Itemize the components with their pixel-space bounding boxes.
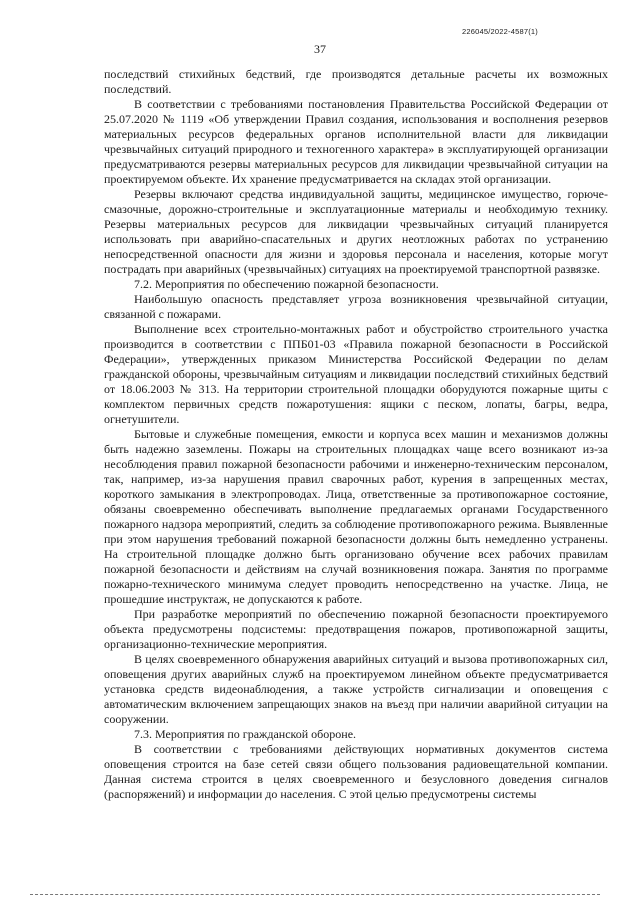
paragraph-reserves-contents: Резервы включают средства индивидуальной защиты, медицинское имущество, горюче-смазочные, дорожно-строительные и эксплуатационные материалы и необходимую технику. Резервы материальных ресурсов для ликвидации чрезвычайных ситуаций планируется использовать при аварийно-спасательных и других неотложных работах по устранению непосредственной опасности для жизни и здоровья персонала и населения, которые могут пострадать при аварийных (чрезвычайных) ситуациях на проектируемой транспортной развязке. xyxy=(104,187,608,276)
paragraph-continuation: последствий стихийных бедствий, где производятся детальные расчеты их возможных последствий. xyxy=(104,67,608,96)
paragraph-fire-subsystems: При разработке мероприятий по обеспечению пожарной безопасности проектируемого объекта предусмотрены подсистемы: предотвращения пожаров, противопожарной защиты, организационно-технические мероприятия. xyxy=(104,607,608,651)
section-heading-civil-defense: 7.3. Мероприятия по гражданской обороне. xyxy=(134,727,357,741)
paragraph-reserves-decree: В соответствии с требованиями постановления Правительства Российской Федерации от 25.07.2020 № 1119 «Об утверждении Правил создания, использования и восполнения резервов материальных ресурсов федеральных органов исполнительной власти для ликвидации чрезвычайных ситуаций природного и техногенного характера» в эксплуатирующей организации предусматриваются резервы материальных ресурсов для ликвидации чрезвычайной ситуации на проектируемом объекте. Их хранение предусматривается на складах этой организации. xyxy=(104,97,608,186)
page-number: 37 xyxy=(314,42,326,56)
paragraph-emergency-detection: В целях своевременного обнаружения аварийных ситуаций и вызова противопожарных сил, оповещения других аварийных служб на проектируемом линейном объекте предусматривается установка средств видеонаблюдения, а также устройств сигнализации и оповещения с автоматическим включением запрещающих знаков на въезд при наличии аварийной ситуации на сооружении. xyxy=(104,652,608,726)
section-heading-fire-safety: 7.2. Мероприятия по обеспечению пожарной безопасности. xyxy=(134,277,439,291)
paragraph-fire-rules: Выполнение всех строительно-монтажных работ и обустройство строительного участка производится в соответствии с ППБ01-03 «Правила пожарной безопасности в Российской Федерации», утвержденных приказом Министерства Российской Федерации по делам гражданской обороны, чрезвычайным ситуациям и ликвидации последствий стихийных бедствий от 18.06.2003 № 313. На территории строительной площадки оборудуются пожарные щиты с комплектом первичных средств пожаротушения: ящики с песком, лопаты, багры, ведра, огнетушители. xyxy=(104,322,608,426)
document-registration-number: 226045/2022-4587(1) xyxy=(462,27,538,36)
paragraph-grounding-training: Бытовые и служебные помещения, емкости и корпуса всех машин и механизмов должны быть надежно заземлены. Пожары на строительных площадках чаще всего возникают из-за несоблюдения правил пожарной безопасности рабочими и инженерно-техническим персоналом, так, например, из-за нарушения правил сварочных работ, курения в запрещенных местах, короткого замыкания в электропроводах. Лица, ответственные за противопожарное состояние, обязаны своевременно обеспечивать выполнение предлагаемых органами Государственного пожарного надзора мероприятий, следить за соблюдение противопожарного режима. Выявленные при этом нарушения требований пожарной безопасности должны быть немедленно устранены. На строительной площадке должно быть организовано обучение всех рабочих правилам пожарной безопасности и действиям на случай возникновения пожара. Занятия по программе пожарно-технического минимума следует проводить непосредственно на участке. Лица, не прошедшие инструктаж, не допускаются к работе. xyxy=(104,427,608,606)
page-bottom-edge xyxy=(30,894,600,895)
paragraph-fire-danger: Наибольшую опасность представляет угроза возникновения чрезвычайной ситуации, связанной с пожарами. xyxy=(104,292,608,321)
document-body xyxy=(104,67,608,802)
paragraph-warning-system: В соответствии с требованиями действующих нормативных документов система оповещения строится на базе сетей связи общего пользования радиовещательной компании. Данная система строится в целях своевременного и безусловного доведения сигналов (распоряжений) и информации до населения. С этой целью предусмотрены системы xyxy=(104,742,608,801)
